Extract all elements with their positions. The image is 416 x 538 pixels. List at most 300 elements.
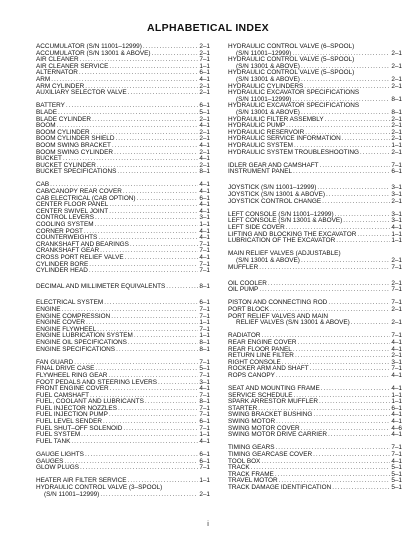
index-entry-page: 4–1	[199, 385, 210, 393]
index-entry-page: 3–1	[391, 184, 402, 192]
dot-leader	[95, 222, 199, 229]
index-entry-page: 8–1	[391, 95, 402, 103]
index-entry-page: 1–1	[199, 221, 210, 229]
index-entry-page: 2–1	[199, 490, 210, 498]
dot-leader	[166, 284, 198, 291]
dot-leader	[134, 333, 199, 340]
index-entry-page: 4–1	[199, 75, 210, 83]
dot-leader	[109, 202, 198, 209]
index-entry	[228, 199, 402, 206]
dot-leader	[89, 262, 198, 269]
index-entry-text: ACCUMULATOR (S/N 13001 & ABOVE)	[36, 49, 151, 57]
dot-leader	[298, 340, 391, 347]
index-entry	[36, 70, 210, 77]
index-entry-text: CENTER FLOOR PANEL	[36, 201, 109, 209]
index-entry-text: CRANKSHAFT AND BEARINGS	[36, 240, 129, 248]
index-entry-page: 8–1	[199, 338, 210, 346]
index-entry-page: 7–1	[199, 240, 210, 248]
index-entry-text: OIL PUMP	[228, 286, 259, 294]
index-entry-text: FUEL SHUT–OFF SOLENOID	[36, 424, 123, 432]
index-entry-text: HYDRAULIC EXCAVATOR SPECIFICATIONS	[228, 102, 360, 110]
index-entry-text: CAB/CANOPY REAR COVER	[36, 188, 122, 196]
index-entry-text: JOYSTICK CONTROL CHANGE	[228, 197, 322, 205]
dot-leader	[95, 215, 198, 222]
index-entry-text: BUCKET	[36, 155, 62, 163]
dot-leader	[295, 353, 390, 360]
index-entry-text: ARM CYLINDER	[36, 82, 85, 90]
index-entry-page: 4–1	[391, 418, 402, 426]
index-entry-page: 2–1	[391, 319, 402, 327]
index-entry-text: HYDRAULIC SYSTEM	[228, 141, 293, 149]
index-entry-text: BOOM CYLINDER	[36, 128, 90, 136]
section-gap	[36, 176, 210, 183]
dot-leader	[342, 136, 391, 143]
dot-leader	[336, 238, 390, 245]
index-entry-text: ENGINE LUBRICATION SYSTEM	[36, 332, 133, 340]
index-entry-page: 2–1	[391, 279, 402, 287]
index-entry-page: 6–1	[391, 168, 402, 176]
dot-leader	[322, 199, 390, 206]
index-entry-text: SEAT AND MOUNTING FRAME	[228, 385, 320, 393]
index-entry-page: 2–1	[199, 49, 210, 57]
index-entry	[228, 459, 402, 466]
index-entry-text: CYLINDER HEAD	[36, 267, 88, 275]
index-entry-page: 2–1	[199, 115, 210, 123]
index-entry-page: 8–1	[199, 283, 210, 291]
dot-leader	[80, 465, 198, 472]
dot-leader	[320, 163, 391, 170]
index-column-left	[36, 44, 210, 498]
index-entry-page: 4–1	[199, 254, 210, 261]
index-entry-page: 2–1	[391, 62, 402, 70]
dot-leader	[293, 347, 391, 354]
index-entry-text: LEFT CONSOLE (S/N 13001 & ABOVE)	[228, 217, 343, 225]
dot-leader	[145, 399, 198, 406]
index-entry-page: 8–1	[199, 168, 210, 176]
dot-leader	[317, 185, 390, 192]
index-entry-text: FUEL LEVEL SENDER	[36, 418, 102, 426]
index-entry-text: TIMING GEARS	[228, 444, 275, 452]
index-entry-page: 7–1	[199, 411, 210, 419]
index-entry-text: (S/N 13001 & ABOVE)	[236, 256, 300, 264]
index-entry-text: OIL COOLER	[228, 279, 267, 287]
dot-leader	[85, 452, 198, 459]
dot-leader	[130, 242, 198, 249]
index-entry-text: MUFFLER	[228, 263, 259, 271]
index-entry-text: BLADE CYLINDER	[36, 115, 92, 123]
index-entry-text: REAR ENGINE COVER	[228, 338, 297, 346]
index-entry-page: 7–1	[199, 358, 210, 366]
index-entry-page: 6–1	[199, 457, 210, 465]
index-entry-page: 7–1	[391, 263, 402, 271]
index-entry-page: 6–1	[199, 194, 210, 202]
dot-leader	[109, 64, 198, 71]
dot-leader	[112, 143, 198, 150]
index-entry-text: ELECTRICAL SYSTEM	[36, 299, 104, 307]
index-entry-text: JOYSTICK (S/N 11001–12999)	[228, 184, 317, 192]
index-entry	[228, 265, 402, 272]
index-entry-page: 4–1	[199, 234, 210, 242]
index-entry-text: FUEL, COOLANT AND LUBRICANTS	[36, 398, 144, 406]
index-entry-text: COOLING SYSTEM	[36, 221, 94, 229]
index-entry-page: 2–1	[199, 148, 210, 156]
dot-leader	[111, 314, 198, 321]
index-entry	[228, 320, 402, 327]
index-entry-text: HYDRAULIC RESERVOIR	[228, 128, 305, 136]
index-entry-page: 2–1	[199, 89, 210, 97]
index-entry-page: 4–1	[391, 338, 402, 346]
index-entry-text: INSTRUMENT PANEL	[228, 168, 293, 176]
dot-leader	[275, 472, 391, 479]
index-entry-text: ENGINE	[36, 305, 61, 313]
index-entry-page: 7–1	[391, 161, 402, 169]
index-entry-page: 7–1	[391, 444, 402, 452]
index-entry-page: 2–1	[391, 148, 402, 156]
index-entry-page: 4–1	[199, 141, 210, 149]
dot-leader	[100, 492, 198, 499]
index-entry-text: HYDRAULIC SERVICE INFORMATION	[228, 135, 341, 143]
index-entry-text: RIGHT CONSOLE	[228, 358, 281, 366]
dot-leader	[158, 380, 198, 387]
index-entry-page: 4–1	[391, 457, 402, 465]
dot-leader	[143, 44, 198, 51]
index-entry-text: LIFTING AND BLOCKING THE EXCAVATOR	[228, 230, 357, 238]
index-entry-page: 1–1	[391, 237, 402, 245]
dot-leader	[118, 406, 198, 413]
dot-leader	[343, 218, 390, 225]
index-entry-text: ARM	[36, 75, 51, 83]
index-entry	[228, 150, 402, 157]
index-entry-page: 6–1	[199, 299, 210, 307]
index-entry	[228, 169, 402, 176]
index-entry-text: TRACK DAMAGE IDENTIFICATION	[228, 484, 332, 491]
index-entry-page: 2–1	[391, 135, 402, 143]
index-entry-page: 1–1	[391, 230, 402, 238]
dot-leader	[110, 386, 199, 393]
dot-leader	[128, 340, 198, 347]
index-entry-page: 7–1	[199, 391, 210, 399]
dot-leader	[137, 196, 199, 203]
index-entry-text: BUCKET SPECIFICATIONS	[36, 168, 117, 176]
dot-leader	[109, 412, 198, 419]
dot-leader	[114, 150, 198, 157]
dot-leader	[123, 426, 198, 433]
dot-leader	[125, 255, 199, 262]
index-entry	[36, 347, 210, 354]
index-entry-page: 4–1	[199, 437, 210, 445]
index-entry-text: LUBRICATION OF THE EXCAVATOR	[228, 237, 336, 245]
index-entry-page: 2–1	[391, 75, 402, 83]
dot-leader	[117, 169, 198, 176]
index-entry-page: 4–1	[391, 385, 402, 393]
dot-leader	[64, 459, 198, 466]
index-entry-text: DECIMAL AND MILLIMETER EQUIVALENTS	[36, 283, 166, 291]
index-entry-text: AIR CLEANER	[36, 56, 79, 64]
index-column-right	[228, 44, 402, 492]
index-entry-text: HYDRAULIC CONTROL VALVE (5–SPOOL)	[228, 56, 355, 64]
index-entry-text: FUEL INJECTION PUMP	[36, 411, 108, 419]
index-entry-text: CAB ELECTRICAL (CAB OPTION)	[36, 194, 136, 202]
index-entry-page: 7–1	[199, 325, 210, 333]
index-entry-text: FRONT ENGINE COVER	[36, 385, 109, 393]
dot-leader	[357, 232, 390, 239]
index-entry-page: 2–1	[391, 305, 402, 313]
index-entry-text: (S/N 13001 & ABOVE)	[236, 62, 300, 70]
index-entry-text: TRAVEL MOTOR	[228, 477, 278, 485]
dot-leader	[89, 268, 198, 275]
index-entry-text: HYDRAULIC FILTER ASSEMBLY	[228, 115, 324, 123]
index-entry	[228, 238, 402, 245]
index-entry-text: JOYSTICK (S/N 13001 & ABOVE)	[228, 190, 325, 198]
index-entry-text: FLYWHEEL RING GEAR	[36, 371, 108, 379]
dot-leader	[293, 169, 390, 176]
index-entry-page: 7–1	[391, 451, 402, 459]
page-title: ALPHABETICAL INDEX	[147, 22, 269, 34]
index-entry-page: 3–1	[391, 210, 402, 218]
index-entry-page: 7–1	[391, 286, 402, 294]
index-entry-text: CRANKSHAFT GEAR	[36, 247, 100, 255]
index-entry-text: ENGINE COMPRESSION	[36, 312, 111, 320]
index-entry-page: 6–1	[199, 451, 210, 459]
index-entry	[36, 117, 210, 124]
index-entry-page: 4–1	[199, 181, 210, 189]
index-entry-text: BOOM CYLINDER SHIELD	[36, 135, 115, 143]
index-entry-page: 7–1	[199, 260, 210, 268]
index-entry-page: 2–1	[391, 352, 402, 360]
index-entry-text: HYDRAULIC PUMP	[228, 122, 286, 130]
index-entry-text: FUEL SYSTEM	[36, 431, 81, 439]
dot-leader	[104, 300, 198, 307]
index-entry-page: 2–1	[199, 128, 210, 136]
index-entry-page: 7–1	[199, 267, 210, 275]
dot-leader	[332, 485, 390, 492]
index-entry-text: FUEL CAMSHAFT	[36, 391, 90, 399]
index-entry-page: 2–1	[199, 43, 210, 50]
index-entry-text: FAN GUARD	[36, 358, 74, 366]
index-entry-page: 5–1	[391, 464, 402, 472]
index-entry-text: BOOM SWING CYLINDER	[36, 148, 114, 156]
index-entry-text: (S/N 13001 & ABOVE)	[236, 108, 300, 116]
dot-leader	[301, 77, 390, 84]
index-entry-text: LEFT CONSOLE (S/N 11001–12999)	[228, 210, 334, 218]
dot-leader	[116, 347, 198, 354]
dot-leader	[319, 399, 390, 406]
index-entry-page: 1–1	[199, 62, 210, 70]
index-entry-text: CROSS PORT RELIEF VALVE	[36, 254, 124, 261]
index-entry-page: 3–1	[391, 217, 402, 225]
index-entry-page: 7–1	[199, 464, 210, 472]
index-entry-text: COUNTERWEIGHTS	[36, 234, 98, 242]
index-entry	[228, 373, 402, 380]
index-entry-text: MAIN RELIEF VALVES (ADJUSTABLE)	[228, 250, 341, 258]
index-entry-text: (S/N 13001 & ABOVE)	[236, 75, 300, 83]
index-entry-page: 5–1	[199, 365, 210, 373]
index-entry-page: 4–1	[391, 411, 402, 419]
index-entry-page: 6–1	[391, 404, 402, 412]
index-entry-page: 2–1	[391, 256, 402, 264]
index-entry-text: STARTER	[228, 404, 258, 412]
index-entry-page: 3–1	[199, 378, 210, 386]
index-entry	[228, 485, 402, 492]
index-entry-text: REAR FLOOR PANEL	[228, 345, 292, 353]
index-entry-page: 2–1	[391, 122, 402, 130]
dot-leader	[313, 452, 390, 459]
index-entry-text: HYDRAULIC SYSTEM TROUBLESHOOTING	[228, 148, 359, 156]
index-entry-text: ENGINE FLYWHEEL	[36, 325, 97, 333]
index-entry	[36, 492, 210, 499]
index-entry-text: (S/N 11001–12999)	[236, 49, 292, 57]
index-entry-text: ACCUMULATOR (S/N 11001–12999)	[36, 43, 142, 50]
index-entry-page: 5–1	[199, 108, 210, 116]
index-entry-page: 7–1	[391, 332, 402, 340]
dot-leader	[66, 103, 198, 110]
index-entry-text: FINAL DRIVE CASE	[36, 365, 95, 373]
dot-leader	[276, 373, 390, 380]
index-entry-text: ENGINE SPECIFICATIONS	[36, 345, 116, 353]
index-entry-text: LEFT SIDE COVER	[228, 223, 285, 231]
dot-leader	[360, 150, 390, 157]
index-entry-page: 2–1	[199, 161, 210, 169]
index-entry	[36, 150, 210, 157]
dot-leader	[81, 432, 198, 439]
index-entry-text: CENTER SWIVEL JOINT	[36, 207, 109, 215]
index-entry-page: 3–1	[391, 190, 402, 198]
index-entry-page: 8–1	[391, 108, 402, 116]
index-entry-page: 7–1	[199, 56, 210, 64]
dot-leader	[321, 386, 391, 393]
index-entry	[36, 90, 210, 97]
index-entry-text: FUEL INJECTOR NOZZLES	[36, 404, 117, 412]
index-entry-page: 8–1	[199, 398, 210, 406]
index-entry-page: 8–1	[199, 345, 210, 353]
index-entry-page: 1–1	[199, 332, 210, 340]
index-entry-page: 1–1	[199, 477, 210, 485]
index-entry-text: HYDRAULIC EXCAVATOR SPECIFICATIONS	[228, 89, 360, 97]
index-entry-text: GAUGE LIGHTS	[36, 451, 84, 459]
index-entry-text: ALTERNATOR	[36, 69, 78, 77]
index-entry-text: FOOT PEDALS AND STEERING LEVERS	[36, 378, 157, 386]
dot-leader	[328, 432, 390, 439]
index-entry-text: BOOM SWING BRACKET	[36, 141, 111, 149]
index-entry-text: ROPS CANOPY	[228, 371, 275, 379]
index-entry-page: 2–1	[199, 135, 210, 143]
index-entry-text: PORT RELIEF VALVES AND MAIN	[228, 312, 329, 320]
index-entry-text: CORNER POST	[36, 227, 83, 235]
index-entry-page: 7–1	[199, 404, 210, 412]
index-entry	[36, 439, 210, 446]
index-entry-text: AIR CLEANER SERVICE	[36, 62, 109, 70]
index-entry-page: 6–1	[199, 69, 210, 77]
index-entry-text: TRACK	[228, 464, 250, 472]
index-entry-page: 7–1	[199, 312, 210, 320]
index-entry-page: 4–1	[199, 207, 210, 215]
index-entry	[36, 284, 210, 291]
index-entry-text: GAUGES	[36, 457, 64, 465]
dot-leader	[109, 209, 198, 216]
dot-leader	[326, 192, 390, 199]
index-entry-page: 2–1	[391, 49, 402, 57]
index-entry-text: ROCKER ARM AND SHAFT	[228, 365, 309, 373]
dot-leader	[128, 90, 199, 97]
index-entry-page: 4–1	[199, 155, 210, 163]
index-entry-page: 7–1	[199, 247, 210, 255]
index-entry-page: 1–1	[199, 319, 210, 327]
index-entry-text: TRACK FRAME	[228, 470, 274, 478]
index-entry-text: RADIATOR	[228, 332, 261, 340]
dot-leader	[325, 117, 391, 124]
index-entry-text: ENGINE OIL SPECIFICATIONS	[36, 338, 127, 346]
index-entry-text: SWING BRACKET BUSHING	[228, 411, 313, 419]
index-entry-page: 2–1	[391, 82, 402, 90]
index-entry	[228, 287, 402, 294]
index-entry-text: TOOL BOX	[228, 457, 261, 465]
index-entry-page: 2–1	[199, 82, 210, 90]
index-entry	[36, 268, 210, 275]
index-entry-text: GLOW PLUGS	[36, 464, 79, 472]
dot-leader	[261, 459, 390, 466]
index-entry	[36, 300, 210, 307]
dot-leader	[259, 265, 390, 272]
index-entry-page: 3–1	[391, 358, 402, 366]
index-entry-page: 1–1	[199, 431, 210, 439]
index-entry-text: RETURN LINE FILTER	[228, 352, 294, 360]
index-entry-text: BLADE	[36, 108, 57, 116]
index-entry-text: CONTROL LEVERS	[36, 214, 95, 222]
index-entry	[36, 169, 210, 176]
index-entry-page: 4–1	[391, 431, 402, 439]
index-entry-page: 7–1	[391, 365, 402, 373]
index-entry-page: 5–1	[391, 477, 402, 485]
index-entry-text: HYDRAULIC CYLINDERS	[228, 82, 304, 90]
index-entry-page: 6–1	[199, 102, 210, 110]
index-entry-page: 1–1	[391, 398, 402, 406]
index-entry-page: 7–1	[391, 299, 402, 307]
index-entry-page: 4–1	[199, 201, 210, 209]
index-entry-text: SWING MOTOR COVER	[228, 424, 300, 432]
index-entry-text: HYDRAULIC CONTROL VALVE (5–SPOOL)	[228, 69, 355, 77]
index-entry-page: 2–1	[391, 115, 402, 123]
dot-leader	[310, 366, 391, 373]
index-entry-page: 4–1	[391, 223, 402, 231]
index-entry-text: BOOM	[36, 122, 56, 130]
dot-leader	[84, 229, 198, 236]
index-entry-text: PORT BLOCK	[228, 305, 269, 313]
index-entry-text: HEATER AIR FILTER SERVICE	[36, 477, 127, 485]
index-entry-page: 4–1	[199, 227, 210, 235]
dot-leader	[328, 300, 390, 307]
dot-leader	[313, 412, 390, 419]
dot-leader	[268, 281, 391, 288]
index-entry-text: AUXILIARY SELECTOR VALVE	[36, 89, 127, 97]
index-entry-text: CYLINDER BORE	[36, 260, 89, 268]
index-entry-text: FUEL TANK	[36, 437, 71, 445]
page-number: i	[207, 521, 209, 528]
index-entry-page: 4–1	[199, 188, 210, 196]
dot-leader	[351, 320, 391, 327]
index-entry-text: PISTON AND CONNECTING ROD	[228, 299, 328, 307]
dot-leader	[335, 212, 391, 219]
index-entry-page: 2–1	[391, 128, 402, 136]
index-entry-text: IDLER GEAR AND CAMSHAFT	[228, 161, 319, 169]
index-entry-page: 2–1	[391, 197, 402, 205]
index-entry-text: TIMING GEARCASE COVER	[228, 451, 313, 459]
index-entry-text: SWING MOTOR DRIVE CARRIER	[228, 431, 327, 439]
index-entry-text: HYDRAULIC CONTROL VALVE (3–SPOOL)	[36, 484, 163, 491]
index-entry-text: RELIEF VALVES (S/N 13001 & ABOVE)	[236, 319, 350, 327]
index-entry-page: 7–1	[199, 371, 210, 379]
index-entry-page: 4–6	[391, 424, 402, 432]
dot-leader	[71, 439, 198, 446]
